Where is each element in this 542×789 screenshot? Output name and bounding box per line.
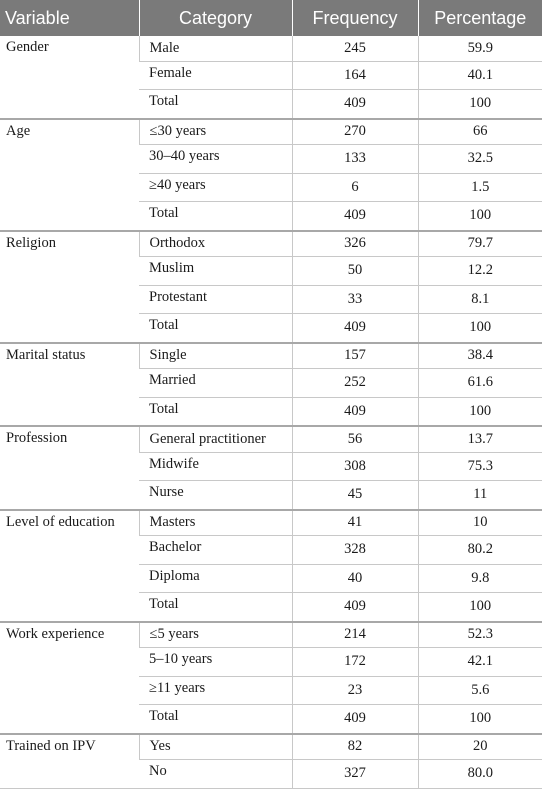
header-row — [0, 0, 542, 36]
frequency-cell: 245 — [292, 36, 418, 61]
category-cell: Orthodox — [139, 231, 292, 257]
table-row — [0, 36, 542, 61]
percentage-cell: 80.2 — [418, 536, 542, 565]
percentage-cell: 59.9 — [418, 36, 542, 61]
category-cell: ≤30 years — [139, 119, 292, 145]
header-category: Category — [139, 0, 292, 36]
percentage-cell: 79.7 — [418, 231, 542, 257]
percentage-cell: 40.1 — [418, 61, 542, 90]
percentage-cell: 80.0 — [418, 760, 542, 789]
frequency-cell: 23 — [292, 676, 418, 705]
header-frequency: Frequency — [292, 0, 418, 36]
category-cell: Midwife — [139, 452, 292, 481]
percentage-cell: 1.5 — [418, 173, 542, 202]
percentage-cell: 100 — [418, 397, 542, 426]
category-cell: No — [139, 760, 292, 789]
percentage-cell: 11 — [418, 481, 542, 510]
frequency-cell: 50 — [292, 257, 418, 286]
percentage-cell: 61.6 — [418, 369, 542, 398]
category-cell: 5–10 years — [139, 648, 292, 677]
frequency-cell: 172 — [292, 648, 418, 677]
table-row — [0, 343, 542, 369]
category-cell: General practitioner — [139, 426, 292, 452]
category-cell: Total — [139, 397, 292, 426]
frequency-cell: 308 — [292, 452, 418, 481]
table-row — [0, 231, 542, 257]
frequency-cell: 133 — [292, 145, 418, 174]
frequency-cell: 45 — [292, 481, 418, 510]
percentage-cell: 100 — [418, 314, 542, 343]
table-row — [0, 734, 542, 760]
percentage-cell: 42.1 — [418, 648, 542, 677]
variable-cell: Age — [0, 119, 139, 231]
percentage-cell: 20 — [418, 734, 542, 760]
percentage-cell: 100 — [418, 90, 542, 119]
percentage-cell: 9.8 — [418, 564, 542, 593]
variable-cell: Level of education — [0, 510, 139, 622]
variable-cell: Marital status — [0, 343, 139, 427]
variable-cell: Profession — [0, 426, 139, 510]
frequency-cell: 326 — [292, 231, 418, 257]
category-cell: 30–40 years — [139, 145, 292, 174]
frequency-cell: 40 — [292, 564, 418, 593]
frequency-cell: 6 — [292, 173, 418, 202]
percentage-cell: 100 — [418, 705, 542, 734]
frequency-cell: 409 — [292, 705, 418, 734]
category-cell: Single — [139, 343, 292, 369]
frequency-cell: 409 — [292, 314, 418, 343]
frequency-cell: 41 — [292, 510, 418, 536]
category-cell: Married — [139, 369, 292, 398]
variable-cell: Work experience — [0, 622, 139, 734]
frequency-cell: 164 — [292, 61, 418, 90]
percentage-cell: 100 — [418, 593, 542, 622]
frequency-cell: 409 — [292, 593, 418, 622]
variable-cell: Gender — [0, 36, 139, 119]
frequency-cell: 56 — [292, 426, 418, 452]
category-cell: Female — [139, 61, 292, 90]
category-cell: Masters — [139, 510, 292, 536]
table-row — [0, 119, 542, 145]
percentage-cell: 38.4 — [418, 343, 542, 369]
frequency-cell: 82 — [292, 734, 418, 760]
table-row — [0, 510, 542, 536]
header-variable: Variable — [0, 0, 139, 36]
category-cell: ≥11 years — [139, 676, 292, 705]
frequency-cell: 214 — [292, 622, 418, 648]
variable-cell: Religion — [0, 231, 139, 343]
frequency-cell: 157 — [292, 343, 418, 369]
table-header — [0, 0, 542, 36]
category-cell: ≥40 years — [139, 173, 292, 202]
frequency-cell: 33 — [292, 285, 418, 314]
percentage-cell: 100 — [418, 202, 542, 231]
percentage-cell: 5.6 — [418, 676, 542, 705]
percentage-cell: 8.1 — [418, 285, 542, 314]
category-cell: Total — [139, 202, 292, 231]
category-cell: Muslim — [139, 257, 292, 286]
percentage-cell: 75.3 — [418, 452, 542, 481]
category-cell: Total — [139, 705, 292, 734]
table-row — [0, 426, 542, 452]
variable-cell: Trained on IPV — [0, 734, 139, 789]
category-cell: Diploma — [139, 564, 292, 593]
category-cell: Nurse — [139, 481, 292, 510]
category-cell: ≤5 years — [139, 622, 292, 648]
percentage-cell: 32.5 — [418, 145, 542, 174]
category-cell: Yes — [139, 734, 292, 760]
frequency-cell: 409 — [292, 202, 418, 231]
category-cell: Male — [139, 36, 292, 61]
frequency-cell: 409 — [292, 397, 418, 426]
category-cell: Total — [139, 593, 292, 622]
frequency-cell: 270 — [292, 119, 418, 145]
frequency-cell: 327 — [292, 760, 418, 789]
percentage-cell: 66 — [418, 119, 542, 145]
category-cell: Protestant — [139, 285, 292, 314]
table-body — [0, 36, 542, 788]
category-cell: Bachelor — [139, 536, 292, 565]
header-percentage: Percentage — [418, 0, 542, 36]
frequency-cell: 409 — [292, 90, 418, 119]
percentage-cell: 10 — [418, 510, 542, 536]
category-cell: Total — [139, 90, 292, 119]
percentage-cell: 12.2 — [418, 257, 542, 286]
category-cell: Total — [139, 314, 292, 343]
frequency-cell: 328 — [292, 536, 418, 565]
frequency-cell: 252 — [292, 369, 418, 398]
percentage-cell: 13.7 — [418, 426, 542, 452]
percentage-cell: 52.3 — [418, 622, 542, 648]
table-row — [0, 622, 542, 648]
